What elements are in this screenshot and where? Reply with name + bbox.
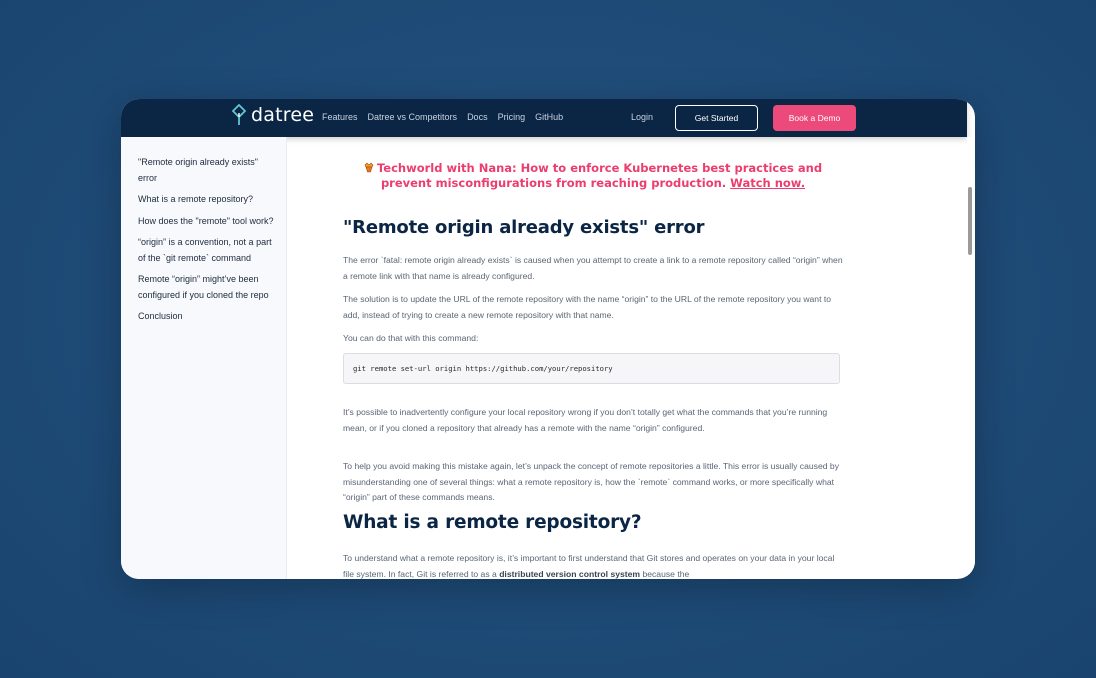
watch-now-link[interactable]: Watch now. <box>730 175 806 190</box>
scrollbar-thumb[interactable] <box>968 187 972 255</box>
login-link[interactable]: Login <box>631 112 654 122</box>
paragraph-4: It’s possible to inadvertently configure your local repository wrong if you don’t totally get what the commands that you’re running mean, or if you cloned a repository that already has a remote with the name “origin” configured. <box>343 407 828 433</box>
toc-item-origin-convention[interactable]: “origin” is a convention, not a part of the `git remote` command <box>138 237 272 263</box>
article-title: "Remote origin already exists" error <box>343 217 705 238</box>
nav-link-github[interactable]: GitHub <box>535 112 564 122</box>
paragraph-6-end: because the <box>642 568 690 579</box>
toc-item-remote-origin-error[interactable]: "Remote origin already exists" error <box>138 157 258 183</box>
toc-item-what-is-remote[interactable]: What is a remote repository? <box>138 194 254 204</box>
toc-item-how-remote-works[interactable]: How does the "remote" tool work? <box>138 215 274 226</box>
nav-links <box>322 112 563 122</box>
datree-logo[interactable] <box>231 104 314 126</box>
table-of-contents <box>121 137 287 579</box>
paragraph-6-bold: distributed version control system <box>499 568 641 579</box>
paragraph-5: To help you avoid making this mistake again, let’s unpack the concept of remote repositories a little. This error is usually caused by misunderstanding one of several things: what a remote repository is, how the `remote` command works, or more specifically what “origin” part of these commands means. <box>343 461 839 502</box>
nav-link-competitors[interactable]: Datree vs Competitors <box>367 112 458 122</box>
nav-link-docs[interactable]: Docs <box>467 112 488 122</box>
nav-link-pricing[interactable]: Pricing <box>497 112 526 122</box>
browser-window <box>121 99 975 579</box>
section-heading-remote-repo: What is a remote repository? <box>343 512 642 533</box>
award-icon <box>364 162 374 173</box>
promo-text: Techworld with Nana: How to enforce Kubernetes best practices and prevent misconfigurations from reaching production. <box>376 161 823 190</box>
code-block[interactable]: git remote set-url origin https://github.com/your/repository <box>343 353 840 384</box>
paragraph-6 <box>343 551 843 579</box>
toc-item-cloned-repo[interactable]: Remote “origin” might’ve been configured if you cloned the repo <box>138 274 269 300</box>
get-started-button[interactable]: Get Started <box>675 105 758 131</box>
paragraph-3: You can do that with this command: <box>343 333 479 343</box>
paragraph-1: The error `fatal: remote origin already exists` is caused when you attempt to create a link to a remote repository called “origin” when a remote link with that name is already configured. <box>343 255 843 281</box>
paragraph-2: The solution is to update the URL of the remote repository with the name “origin” to the URL of the remote repository you want to add, instead of trying to create a new remote repository with that name. <box>343 294 832 320</box>
datree-logo-icon <box>231 104 247 126</box>
top-navbar <box>121 99 967 137</box>
article-content <box>287 137 967 579</box>
promo-banner <box>343 161 843 190</box>
logo-text: datree <box>251 104 315 126</box>
nav-link-features[interactable]: Features <box>322 112 358 122</box>
paragraph-6-start: To understand what a remote repository is, it’s important to first understand that Git stores and operates on your data in your local file system. In fact, Git is referred to as a <box>343 553 835 579</box>
toc-item-conclusion[interactable]: Conclusion <box>138 311 183 321</box>
book-demo-button[interactable]: Book a Demo <box>773 105 856 131</box>
